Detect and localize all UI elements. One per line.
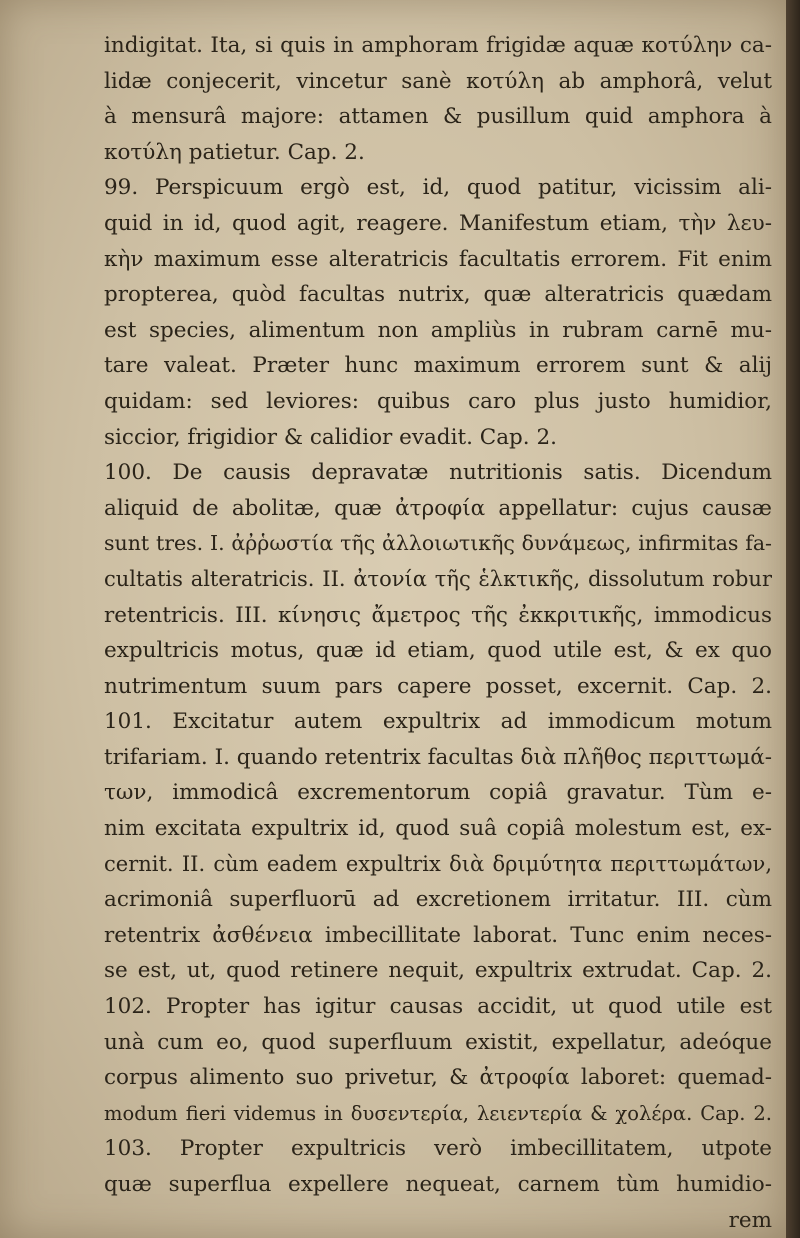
- text-line: cernit. II. cùm eadem expultrix διὰ δριμύτητα περιττωμάτων,: [104, 851, 772, 876]
- text-line: των, immodicâ excrementorum copiâ gravatur. Tùm e-: [104, 780, 772, 806]
- text-line: cultatis alteratricis. II. ἀτονία τῆς ἑλκτικῆς, dissolutum robur: [104, 566, 772, 591]
- text-line: 102. Propter has igitur causas accidit, ut quod utile est: [104, 994, 772, 1020]
- text-line: κὴν maximum esse alteratricis facultatis errorem. Fit enim: [104, 246, 772, 272]
- text-line: unà cum eo, quod superfluum existit, expellatur, adeóque: [104, 1029, 772, 1055]
- text-line: se est, ut, quod retinere nequit, expultrix extrudat. Cap. 2.: [104, 958, 772, 984]
- text-line: quæ superflua expellere nequeat, carnem tùm humidio-: [104, 1172, 772, 1197]
- text-line: tare valeat. Præter hunc maximum errorem sunt & alij: [104, 353, 772, 379]
- text-line: acrimoniâ superfluorū ad excretionem irritatur. III. cùm: [104, 887, 772, 913]
- text-line: 100. De causis depravatæ nutritionis satis. Dicendum: [104, 460, 772, 486]
- text-line: expultricis motus, quæ id etiam, quod utile est, & ex quo: [104, 638, 772, 664]
- text-line: quidam: sed leviores: quibus caro plus justo humidior,: [104, 388, 772, 414]
- page-edge: [786, 0, 800, 1238]
- text-line: quid in id, quod agit, reagere. Manifestum etiam, τὴν λευ-: [104, 210, 772, 236]
- text-line: rem: [728, 1207, 772, 1233]
- text-line: nutrimentum suum pars capere posset, excernit. Cap. 2.: [104, 673, 772, 699]
- text-line: trifariam. I. quando retentrix facultas διὰ πλῆθος περιττωμά-: [104, 744, 772, 770]
- text-line: 103. Propter expultricis verò imbecillitatem, utpote: [104, 1136, 772, 1162]
- text-line: 101. Excitatur autem expultrix ad immodicum motum: [104, 709, 772, 735]
- text-line: retentrix ἀσθένεια imbecillitate laborat. Tunc enim neces-: [104, 922, 772, 948]
- text-line: modum fieri videmus in δυσεντερία, λειεντερία & χολέρα. Cap. 2.: [104, 1101, 772, 1125]
- text-line: κοτύλη patietur. Cap. 2.: [104, 139, 365, 165]
- text-line: à mensurâ majore: attamen & pusillum quid amphora à: [104, 104, 772, 130]
- text-line: retentricis. III. κίνησις ἄμετρος τῆς ἐκκριτικῆς, immodicus: [104, 602, 772, 628]
- text-line: sunt tres. I. ἀῤῥωστία τῆς ἀλλοιωτικῆς δυνάμεως, infirmitas fa-: [104, 531, 772, 556]
- text-line: 99. Perspicuum ergò est, id, quod patitur, vicissim ali-: [104, 175, 772, 201]
- text-line: siccior, frigidior & calidior evadit. Cap. 2.: [104, 424, 557, 450]
- text-line: propterea, quòd facultas nutrix, quæ alteratricis quædam: [104, 282, 772, 308]
- text-line: est species, alimentum non ampliùs in rubram carnē mu-: [104, 317, 772, 343]
- page-text: [104, 28, 772, 1238]
- text-line: corpus alimento suo privetur, & ἀτροφία laboret: quemad-: [104, 1065, 772, 1091]
- text-line: lidæ conjecerit, vincetur sanè κοτύλη ab amphorâ, velut: [104, 68, 772, 94]
- text-line: nim excitata expultrix id, quod suâ copiâ molestum est, ex-: [104, 816, 772, 842]
- text-line: aliquid de abolitæ, quæ ἀτροφία appellatur: cujus causæ: [104, 495, 772, 521]
- text-line: indigitat. Ita, si quis in amphoram frigidæ aquæ κοτύλην ca-: [104, 33, 772, 58]
